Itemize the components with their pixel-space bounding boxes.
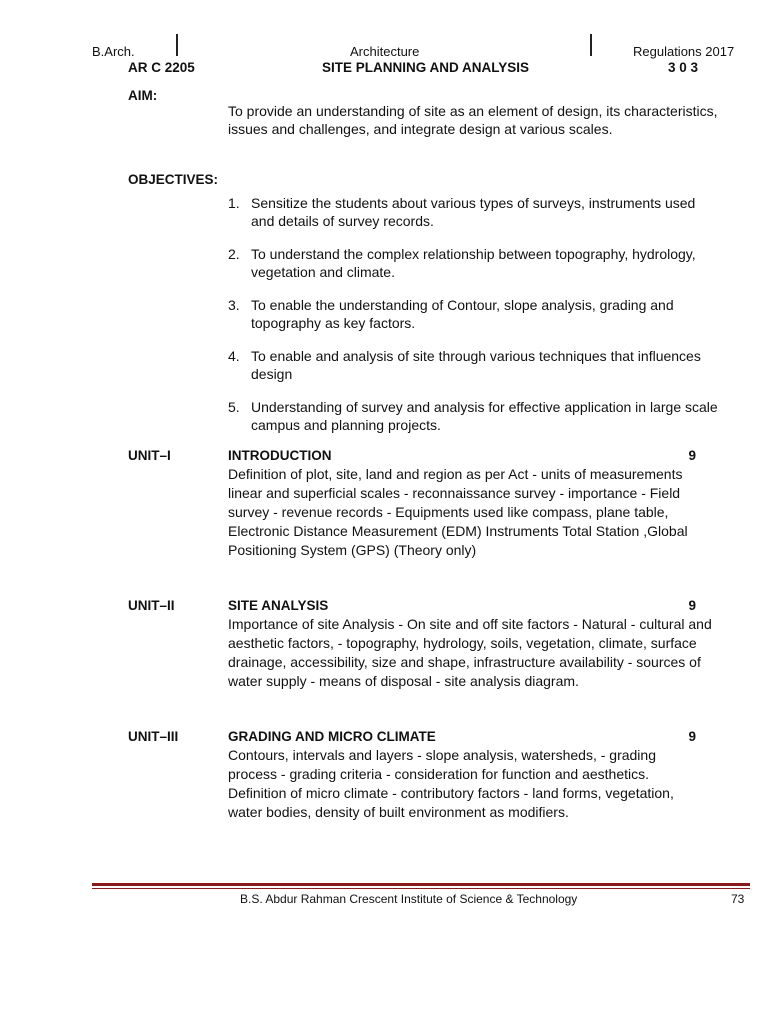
objective-text: Sensitize the students about various types of surveys, instruments used and details of survey records. <box>251 195 696 229</box>
unit-3-block <box>228 727 706 822</box>
unit-2-header <box>228 596 696 615</box>
course-credits: 3 0 3 <box>668 60 699 75</box>
objective-number: 3. <box>228 297 240 313</box>
regulations-label: Regulations 2017 <box>633 44 735 59</box>
unit-2-block <box>228 596 713 691</box>
department-name: Architecture <box>350 44 420 59</box>
objective-item <box>228 194 718 230</box>
course-title: SITE PLANNING AND ANALYSIS <box>322 60 530 75</box>
unit-2-hours: 9 <box>688 598 696 613</box>
unit-3-hours: 9 <box>688 729 696 744</box>
objectives-label: OBJECTIVES: <box>128 172 219 187</box>
objective-text: To enable the understanding of Contour, slope analysis, grading and topography as key factors. <box>251 297 674 331</box>
objective-item <box>228 398 718 434</box>
unit-1-header <box>228 446 696 465</box>
course-code: AR C 2205 <box>128 60 195 75</box>
objective-number: 4. <box>228 348 240 364</box>
unit-1-content: Definition of plot, site, land and region as per Act - units of measurements linear and superficial scales - reconnaissance survey - importance - Field survey - revenue records - Equipments used like compass, plane table, Electronic Distance Measurement (EDM) Instruments Total Station ,Global Positioning System (GPS) (Theory only) <box>228 466 688 558</box>
unit-1-hours: 9 <box>688 448 696 463</box>
unit-1-label: UNIT–I <box>128 448 171 463</box>
objective-number: 2. <box>228 246 240 262</box>
unit-2-content: Importance of site Analysis - On site and off site factors - Natural - cultural and aesthetic factors, - topography, hydrology, soils, vegetation, climate, surface drainage, accessibility, size and shape, infrastructure availability - sources of water supply - means of disposal - site analysis diagram. <box>228 616 712 689</box>
objective-text: Understanding of survey and analysis for effective application in large scale campus and planning projects. <box>251 399 718 433</box>
unit-3-header <box>228 727 696 746</box>
footer-rule-thick <box>92 883 750 886</box>
objectives-list <box>228 194 718 449</box>
unit-3-content: Contours, intervals and layers - slope analysis, watersheds, - grading process - grading criteria - consideration for function and aesthetics. Definition of micro climate - contributory factors - land forms, vegetation, water bodies, density of built environment as modifiers. <box>228 747 674 820</box>
objective-item <box>228 347 718 383</box>
unit-2-title: SITE ANALYSIS <box>228 598 329 613</box>
objective-text: To enable and analysis of site through various techniques that influences design <box>251 348 701 382</box>
footer-rule-thin <box>92 888 750 889</box>
unit-3-label: UNIT–III <box>128 729 179 744</box>
aim-label: AIM: <box>128 88 158 103</box>
unit-3-title: GRADING AND MICRO CLIMATE <box>228 729 436 744</box>
unit-1-title: INTRODUCTION <box>228 448 332 463</box>
aim-text: To provide an understanding of site as an element of design, its characteristics, issues and challenges, and integrate design at various scales. <box>228 103 718 137</box>
objective-number: 1. <box>228 195 240 211</box>
program-name: B.Arch. <box>92 44 135 59</box>
objective-item <box>228 296 718 332</box>
footer-page-number: 73 <box>731 892 745 906</box>
objective-item <box>228 245 718 281</box>
unit-2-label: UNIT–II <box>128 598 175 613</box>
header-divider-right <box>590 34 592 56</box>
footer-institution: B.S. Abdur Rahman Crescent Institute of Science & Technology <box>240 892 578 906</box>
header-divider-left <box>176 34 178 56</box>
objective-number: 5. <box>228 399 240 415</box>
objective-text: To understand the complex relationship between topography, hydrology, vegetation and climate. <box>251 246 696 280</box>
unit-1-block <box>228 446 696 560</box>
